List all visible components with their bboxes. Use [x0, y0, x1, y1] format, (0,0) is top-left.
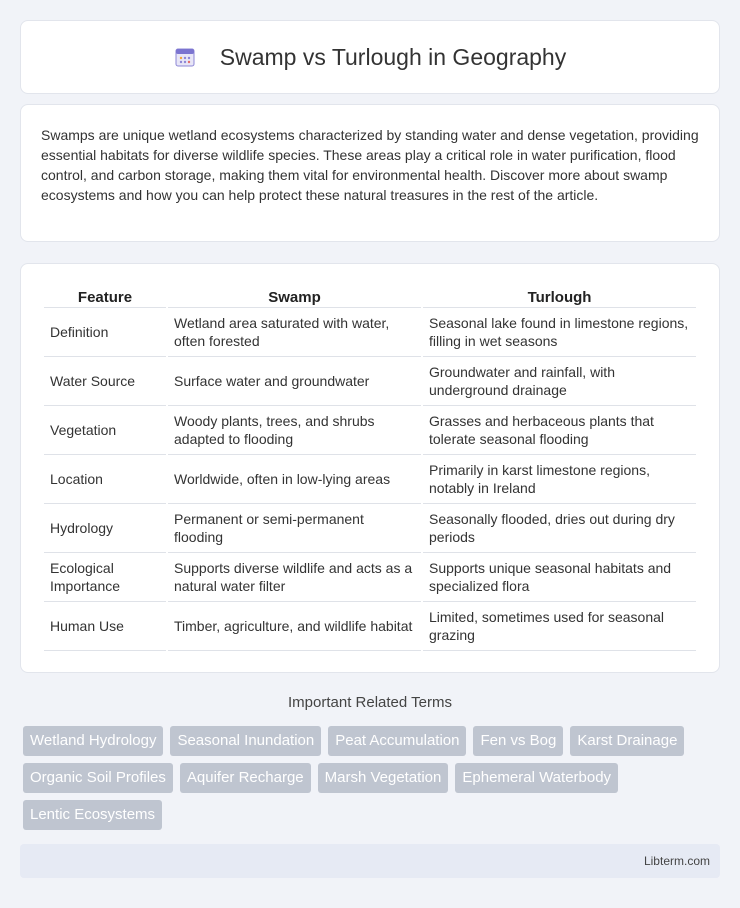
row-feature: Water Source: [44, 357, 166, 406]
row-turlough: Primarily in karst limestone regions, notably in Ireland: [423, 455, 696, 504]
tag-wetland-hydrology[interactable]: Wetland Hydrology: [23, 726, 163, 756]
header-swamp: Swamp: [168, 286, 421, 308]
row-feature: Ecological Importance: [44, 553, 166, 602]
row-turlough: Seasonally flooded, dries out during dry periods: [423, 504, 696, 553]
table-row: [44, 357, 696, 406]
tag-ephemeral-waterbody[interactable]: Ephemeral Waterbody: [455, 763, 618, 793]
tag-peat-accumulation[interactable]: Peat Accumulation: [328, 726, 466, 756]
row-turlough: Grasses and herbaceous plants that tolerate seasonal flooding: [423, 406, 696, 455]
header-card: [20, 20, 720, 94]
row-swamp: Permanent or semi-permanent flooding: [168, 504, 421, 553]
row-swamp: Woody plants, trees, and shrubs adapted to flooding: [168, 406, 421, 455]
related-terms-list: [23, 726, 723, 830]
footer-site-link[interactable]: Libterm.com: [643, 854, 710, 868]
header-turlough: Turlough: [423, 286, 696, 308]
tag-karst-drainage[interactable]: Karst Drainage: [570, 726, 684, 756]
row-feature: Human Use: [44, 602, 166, 651]
intro-text: Swamps are unique wetland ecosystems characterized by standing water and dense vegetation, providing essential habitats for diverse wildlife species. These areas play a critical role in water purification, flood control, and carbon storage, making them vital for environmental health. Discover more about swamp ecosystems and how you can help protect these natural treasures in the rest of the article.: [41, 127, 699, 203]
intro-card: [20, 104, 720, 242]
table-row: [44, 602, 696, 651]
comparison-table: [42, 286, 698, 651]
calendar-icon: [174, 46, 196, 68]
comparison-table-card: [20, 263, 720, 673]
row-feature: Location: [44, 455, 166, 504]
page-title: Swamp vs Turlough in Geography: [219, 43, 567, 70]
table-row: [44, 455, 696, 504]
tag-seasonal-inundation[interactable]: Seasonal Inundation: [170, 726, 321, 756]
tag-organic-soil-profiles[interactable]: Organic Soil Profiles: [23, 763, 173, 793]
table-header-row: [44, 286, 696, 308]
footer: [20, 844, 720, 878]
table-row: [44, 406, 696, 455]
tag-fen-vs-bog[interactable]: Fen vs Bog: [473, 726, 563, 756]
row-swamp: Timber, agriculture, and wildlife habitat: [168, 602, 421, 651]
tag-marsh-vegetation[interactable]: Marsh Vegetation: [318, 763, 449, 793]
header-feature: Feature: [44, 286, 166, 308]
row-turlough: Seasonal lake found in limestone regions, filling in wet seasons: [423, 308, 696, 357]
row-turlough: Groundwater and rainfall, with underground drainage: [423, 357, 696, 406]
row-feature: Definition: [44, 308, 166, 357]
table-row: [44, 553, 696, 602]
row-turlough: Supports unique seasonal habitats and specialized flora: [423, 553, 696, 602]
table-row: [44, 308, 696, 357]
row-turlough: Limited, sometimes used for seasonal grazing: [423, 602, 696, 651]
tag-aquifer-recharge[interactable]: Aquifer Recharge: [180, 763, 311, 793]
related-terms-title: Important Related Terms: [288, 694, 452, 711]
row-swamp: Surface water and groundwater: [168, 357, 421, 406]
row-swamp: Supports diverse wildlife and acts as a natural water filter: [168, 553, 421, 602]
row-swamp: Wetland area saturated with water, often forested: [168, 308, 421, 357]
row-swamp: Worldwide, often in low-lying areas: [168, 455, 421, 504]
row-feature: Hydrology: [44, 504, 166, 553]
table-row: [44, 504, 696, 553]
tag-lentic-ecosystems[interactable]: Lentic Ecosystems: [23, 800, 162, 830]
row-feature: Vegetation: [44, 406, 166, 455]
